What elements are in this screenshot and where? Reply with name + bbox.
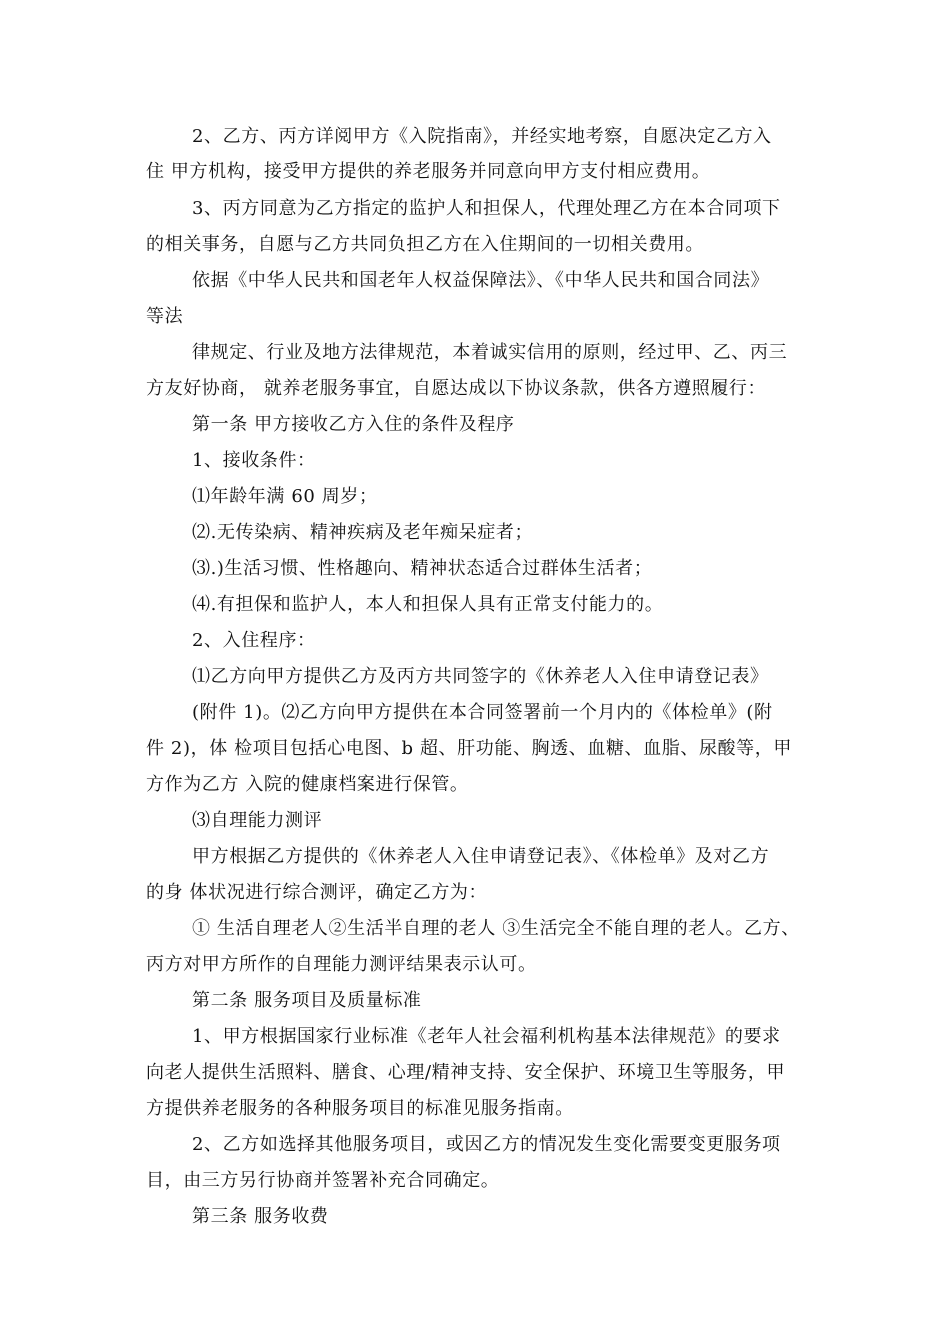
text-line: ⑵.无传染病、精神疾病及老年痴呆症者；: [192, 522, 534, 543]
text-line: 件 2)，体 检项目包括心电图、b 超、肝功能、胸透、血糖、血脂、尿酸等，甲: [146, 738, 792, 759]
text-line: 1、甲方根据国家行业标准《老年人社会福利机构基本法律规范》的要求: [192, 1026, 781, 1047]
text-line: 2、乙方、丙方详阅甲方《入院指南》，并经实地考察，自愿决定乙方入: [192, 126, 772, 147]
text-line: 丙方对甲方所作的自理能力测评结果表示认可。: [146, 954, 537, 975]
text-line: 住 甲方机构，接受甲方提供的养老服务并同意向甲方支付相应费用。: [146, 161, 711, 182]
text-line: 方作为乙方 入院的健康档案进行保管。: [146, 774, 469, 795]
text-line: ⑴年龄年满 60 周岁；: [192, 486, 378, 507]
text-line: 方友好协商， 就养老服务事宜，自愿达成以下协议条款，供各方遵照履行：: [146, 378, 767, 399]
text-line: 目，由三方另行协商并签署补充合同确定。: [146, 1170, 500, 1191]
text-line: ① 生活自理老人②生活半自理的老人 ③生活完全不能自理的老人。乙方、: [192, 918, 800, 939]
article-heading: 第一条 甲方接收乙方入住的条件及程序: [192, 414, 515, 435]
text-line: 3、丙方同意为乙方指定的监护人和担保人，代理处理乙方在本合同项下: [192, 198, 781, 219]
text-line: ⑶自理能力测评: [192, 810, 323, 831]
article-heading: 第二条 服务项目及质量标准: [192, 990, 422, 1011]
text-line: 甲方根据乙方提供的《休养老人入住申请登记表》、《体检单》及对乙方: [192, 846, 770, 867]
text-line: 等法: [146, 306, 184, 327]
text-line: 依据《中华人民共和国老年人权益保障法》、《中华人民共和国合同法》: [192, 270, 770, 291]
text-line: 2、乙方如选择其他服务项目，或因乙方的情况发生变化需要变更服务项: [192, 1134, 781, 1155]
text-line: 律规定、行业及地方法律规范，本着诚实信用的原则，经过甲、乙、丙三: [192, 342, 788, 363]
text-line: 的身 体状况进行综合测评，确定乙方为：: [146, 882, 488, 903]
text-line: ⑴乙方向甲方提供乙方及丙方共同签字的《休养老人入住申请登记表》: [192, 666, 769, 687]
text-line: 1、接收条件：: [192, 450, 316, 471]
text-line: ⑶.)生活习惯、性格趣向、精神状态适合过群体生活者；: [192, 558, 653, 579]
text-line: 方提供养老服务的各种服务项目的标准见服务指南。: [146, 1098, 574, 1119]
text-line: (附件 1)。⑵乙方向甲方提供在本合同签署前一个月内的《体检单》(附: [192, 702, 773, 723]
article-heading: 第三条 服务收费: [192, 1206, 329, 1227]
text-line: 2、入住程序：: [192, 630, 316, 651]
text-line: 向老人提供生活照料、膳食、心理/精神支持、安全保护、环境卫生等服务，甲: [146, 1062, 786, 1083]
text-line: 的相关事务，自愿与乙方共同负担乙方在入住期间的一切相关费用。: [146, 234, 704, 255]
text-line: ⑷.有担保和监护人，本人和担保人具有正常支付能力的。: [192, 594, 664, 615]
